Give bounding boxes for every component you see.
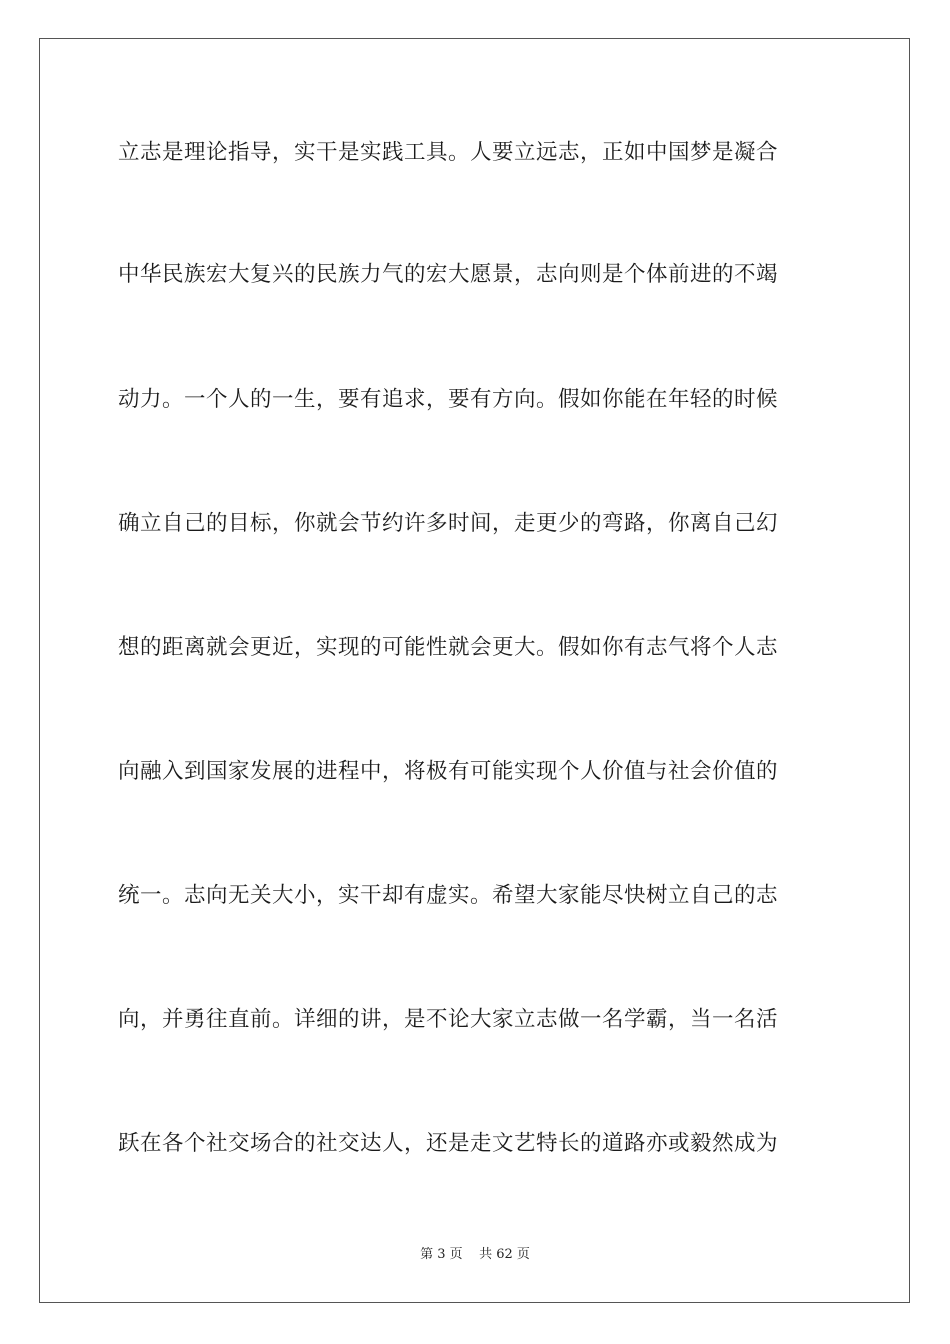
body-text-line: 确立自己的目标，你就会节约许多时间，走更少的弯路，你离自己幻	[118, 511, 779, 536]
page-number-footer: 第 3 页 共 62 页	[420, 1247, 530, 1262]
body-text-line: 统一。志向无关大小，实干却有虚实。希望大家能尽快树立自己的志	[118, 883, 779, 908]
body-text-line: 想的距离就会更近，实现的可能性就会更大。假如你有志气将个人志	[118, 635, 779, 660]
body-text-line: 向融入到国家发展的进程中，将极有可能实现个人价值与社会价值的	[118, 759, 779, 784]
body-text-line: 立志是理论指导，实干是实践工具。人要立远志，正如中国梦是凝合	[118, 140, 779, 165]
body-text-line: 向，并勇往直前。详细的讲，是不论大家立志做一名学霸，当一名活	[118, 1007, 779, 1032]
page-border	[39, 38, 910, 1303]
body-text-line: 动力。一个人的一生，要有追求，要有方向。假如你能在年轻的时候	[118, 387, 779, 412]
body-text-line: 跃在各个社交场合的社交达人，还是走文艺特长的道路亦或毅然成为	[118, 1131, 779, 1156]
body-text-line: 中华民族宏大复兴的民族力气的宏大愿景，志向则是个体前进的不竭	[118, 262, 779, 287]
